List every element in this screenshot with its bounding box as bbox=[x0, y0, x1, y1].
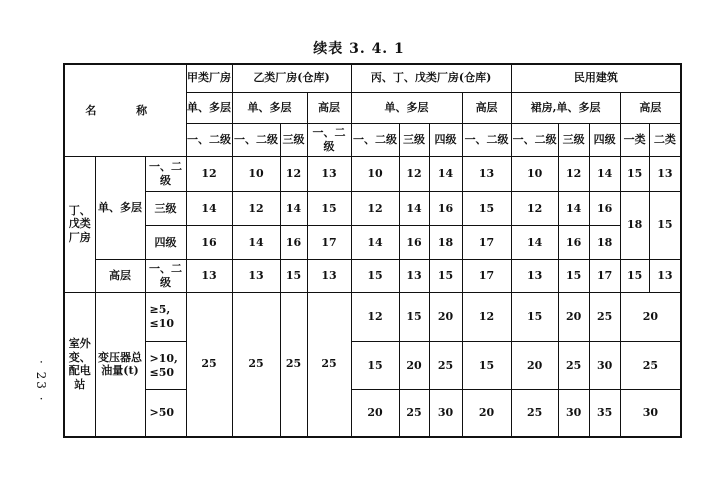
table-cell: 12 bbox=[351, 192, 399, 226]
substation-label: 室外变、配电站 bbox=[64, 292, 95, 437]
d-podium-header: 裙房,单、多层 bbox=[511, 92, 620, 123]
oil-range-label: ≥5, ≤10 bbox=[145, 292, 186, 341]
table-cell: 16 bbox=[429, 192, 462, 226]
table-cell: 12 bbox=[511, 192, 558, 226]
table-cell: 12 bbox=[399, 156, 429, 191]
table-cell: 20 bbox=[351, 390, 399, 437]
grade-header: 一类 bbox=[620, 123, 649, 156]
table-cell: 18 bbox=[620, 192, 649, 259]
high-rise-label: 高层 bbox=[95, 259, 145, 292]
grade-header: 一、二级 bbox=[462, 123, 511, 156]
group-d-header: 民用建筑 bbox=[511, 64, 681, 92]
name-header: 名 称 bbox=[85, 103, 166, 117]
table-cell: 20 bbox=[429, 292, 462, 341]
table-cell: 25 bbox=[232, 292, 280, 437]
table-cell: 15 bbox=[511, 292, 558, 341]
grade-header: 一、二级 bbox=[307, 123, 351, 156]
table-cell: 12 bbox=[186, 156, 232, 191]
grade-label: 三级 bbox=[145, 192, 186, 226]
table-cell: 15 bbox=[307, 192, 351, 226]
grade-header: 一、二级 bbox=[232, 123, 280, 156]
table-cell: 13 bbox=[462, 156, 511, 191]
table-cell: 20 bbox=[511, 341, 558, 389]
table-cell: 25 bbox=[620, 341, 681, 389]
table-cell: 17 bbox=[462, 226, 511, 259]
table-cell: 14 bbox=[558, 192, 589, 226]
table-cell: 14 bbox=[232, 226, 280, 259]
table-cell: 13 bbox=[649, 259, 681, 292]
table-cell: 15 bbox=[620, 156, 649, 191]
table-cell: 25 bbox=[429, 341, 462, 389]
table-cell: 14 bbox=[280, 192, 307, 226]
table-cell: 12 bbox=[558, 156, 589, 191]
table-cell: 25 bbox=[186, 292, 232, 437]
b-high-header: 高层 bbox=[307, 92, 351, 123]
table-cell: 18 bbox=[589, 226, 620, 259]
grade-header: 三级 bbox=[399, 123, 429, 156]
table-caption: 续表 3. 4. 1 bbox=[313, 41, 405, 57]
grade-header: 三级 bbox=[558, 123, 589, 156]
table-cell: 15 bbox=[620, 259, 649, 292]
table-cell: 15 bbox=[351, 341, 399, 389]
table-cell: 18 bbox=[429, 226, 462, 259]
table-cell: 14 bbox=[186, 192, 232, 226]
table-cell: 10 bbox=[232, 156, 280, 191]
table-cell: 15 bbox=[462, 341, 511, 389]
grade-label: 一、二级 bbox=[145, 156, 186, 191]
table-cell: 16 bbox=[280, 226, 307, 259]
multi-storey-label: 单、多层 bbox=[95, 156, 145, 259]
table-cell: 15 bbox=[429, 259, 462, 292]
c-multi-header: 单、多层 bbox=[351, 92, 462, 123]
c-high-header: 高层 bbox=[462, 92, 511, 123]
table-cell: 13 bbox=[307, 156, 351, 191]
table-cell: 10 bbox=[511, 156, 558, 191]
table-cell: 30 bbox=[620, 390, 681, 437]
table-cell: 20 bbox=[462, 390, 511, 437]
grade-header: 一、二级 bbox=[351, 123, 399, 156]
grade-header: 四级 bbox=[429, 123, 462, 156]
table-cell: 12 bbox=[280, 156, 307, 191]
grade-header: 二类 bbox=[649, 123, 681, 156]
table-cell: 15 bbox=[351, 259, 399, 292]
table-cell: 25 bbox=[558, 341, 589, 389]
oil-range-label: >50 bbox=[145, 390, 186, 437]
table-cell: 13 bbox=[307, 259, 351, 292]
table-cell: 30 bbox=[589, 341, 620, 389]
table-cell: 13 bbox=[186, 259, 232, 292]
table-cell: 25 bbox=[280, 292, 307, 437]
table-cell: 17 bbox=[589, 259, 620, 292]
group-c-header: 丙、丁、戊类厂房(仓库) bbox=[351, 64, 511, 92]
table-cell: 35 bbox=[589, 390, 620, 437]
table-cell: 25 bbox=[399, 390, 429, 437]
table-cell: 30 bbox=[558, 390, 589, 437]
grade-header: 一、二级 bbox=[186, 123, 232, 156]
table-cell: 14 bbox=[511, 226, 558, 259]
table-cell: 16 bbox=[589, 192, 620, 226]
table-cell: 12 bbox=[232, 192, 280, 226]
page-number: · 23 · bbox=[34, 360, 48, 403]
table-cell: 14 bbox=[351, 226, 399, 259]
table-cell: 30 bbox=[429, 390, 462, 437]
table-cell: 20 bbox=[399, 341, 429, 389]
grade-label: 四级 bbox=[145, 226, 186, 259]
table-cell: 10 bbox=[351, 156, 399, 191]
table-cell: 20 bbox=[558, 292, 589, 341]
group-a-header: 甲类厂房 bbox=[186, 64, 232, 92]
table-cell: 16 bbox=[186, 226, 232, 259]
grade-label: 一、二级 bbox=[145, 259, 186, 292]
table-cell: 25 bbox=[511, 390, 558, 437]
fire-distance-table bbox=[63, 63, 682, 438]
grade-header: 三级 bbox=[280, 123, 307, 156]
grade-header: 一、二级 bbox=[511, 123, 558, 156]
table-cell: 15 bbox=[462, 192, 511, 226]
table-cell: 14 bbox=[589, 156, 620, 191]
ding-wu-factory-label: 丁、戊类厂房 bbox=[64, 156, 95, 292]
group-b-header: 乙类厂房(仓库) bbox=[232, 64, 351, 92]
name-header-cell bbox=[64, 64, 186, 156]
table-cell: 15 bbox=[280, 259, 307, 292]
table-cell: 14 bbox=[429, 156, 462, 191]
table-cell: 17 bbox=[462, 259, 511, 292]
table-cell: 25 bbox=[307, 292, 351, 437]
table-cell: 13 bbox=[232, 259, 280, 292]
table-cell: 15 bbox=[649, 192, 681, 259]
table-cell: 17 bbox=[307, 226, 351, 259]
oil-range-label: >10, ≤50 bbox=[145, 341, 186, 389]
d-high-header: 高层 bbox=[620, 92, 681, 123]
table-cell: 15 bbox=[399, 292, 429, 341]
transformer-oil-label: 变压器总油量(t) bbox=[95, 292, 145, 437]
table-cell: 16 bbox=[399, 226, 429, 259]
table-cell: 12 bbox=[462, 292, 511, 341]
table-cell: 15 bbox=[558, 259, 589, 292]
table-cell: 20 bbox=[620, 292, 681, 341]
grade-header: 四级 bbox=[589, 123, 620, 156]
table-cell: 12 bbox=[351, 292, 399, 341]
table-cell: 16 bbox=[558, 226, 589, 259]
table-cell: 13 bbox=[511, 259, 558, 292]
table-cell: 25 bbox=[589, 292, 620, 341]
a-multi-header: 单、多层 bbox=[186, 92, 232, 123]
table-cell: 14 bbox=[399, 192, 429, 226]
table-cell: 13 bbox=[649, 156, 681, 191]
b-multi-header: 单、多层 bbox=[232, 92, 307, 123]
table-cell: 13 bbox=[399, 259, 429, 292]
